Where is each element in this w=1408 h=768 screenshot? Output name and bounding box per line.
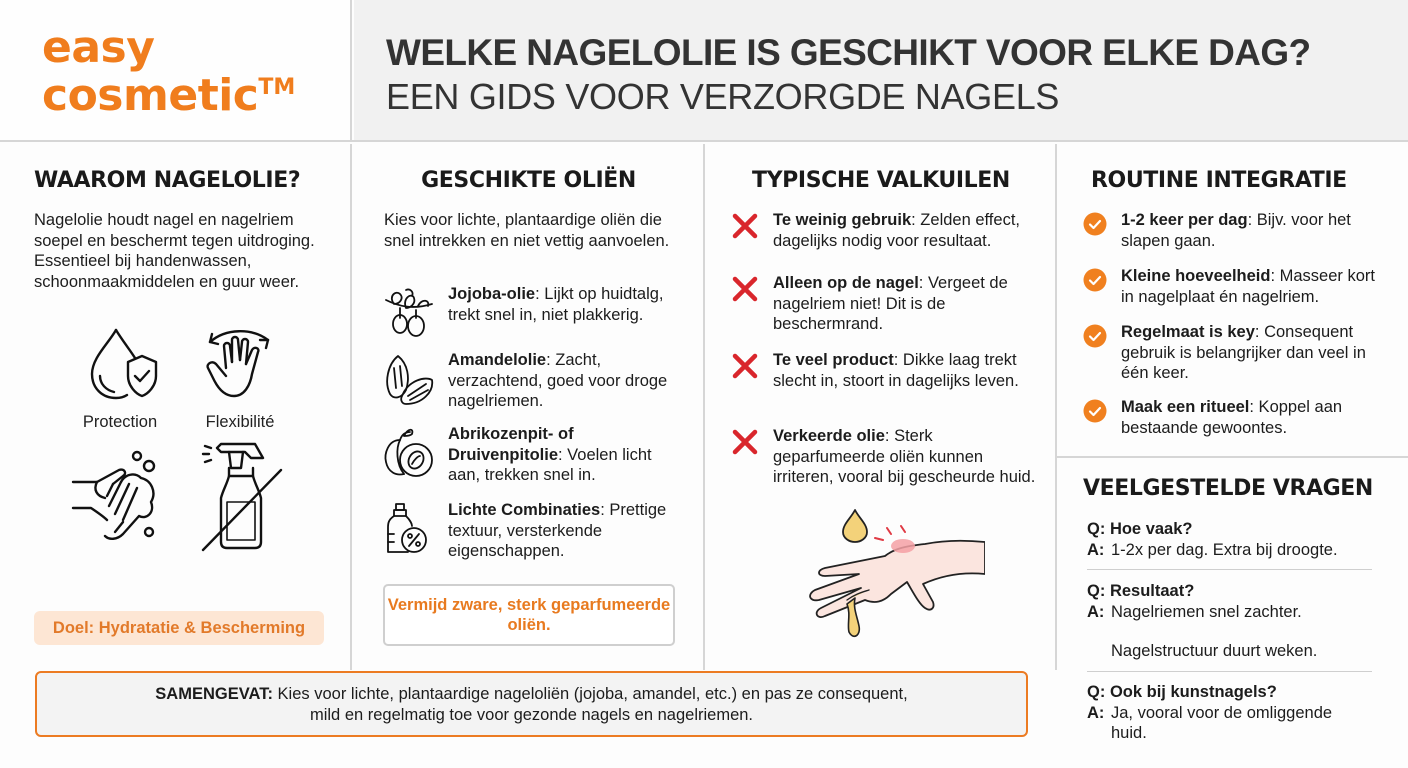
routine-title: 1-2 keer per dag <box>1121 211 1248 229</box>
routine-text <box>1121 397 1391 438</box>
oil-description <box>448 500 688 562</box>
oil-drop-icon <box>843 510 867 542</box>
section-routine-faq <box>1057 144 1408 768</box>
drop-shield-icon <box>80 324 160 404</box>
pitfall-text <box>773 273 1043 335</box>
section-heading: VEELGESTELDE VRAGEN <box>1083 476 1373 501</box>
no-cleaning-spray-icon <box>201 436 291 556</box>
oil-description <box>448 424 688 486</box>
faq-question: Q: Hoe vaak? <box>1087 520 1193 538</box>
header <box>0 0 1408 142</box>
oil-name: Lichte Combinaties <box>448 501 601 519</box>
oil-item-jojoba <box>382 284 682 350</box>
pitfall-text <box>773 426 1043 488</box>
routine-text <box>1121 322 1391 384</box>
routine-text <box>1121 266 1391 307</box>
oil-desc: : Prettige textuur, versterkende eigenschappen. <box>448 501 667 560</box>
red-x-icon <box>731 352 759 380</box>
section-heading: GESCHIKTE OLIËN <box>421 168 636 193</box>
summary-text-line2: mild en regelmatig toe voor gezonde nagels en nagelriemen. <box>309 706 754 724</box>
pitfall-desc: : Zelden effect, dagelijks nodig voor resultaat. <box>773 211 1020 250</box>
oil-item-apricot <box>382 424 682 490</box>
title-area <box>354 0 1408 140</box>
benefit-protection <box>60 324 180 432</box>
section-intro: Kies voor lichte, plantaardige oliën die snel intrekken en niet vettig aanvoelen. <box>384 211 670 250</box>
summary-label: SAMENGEVAT: <box>155 685 273 703</box>
orange-check-icon <box>1083 268 1107 292</box>
oil-description <box>448 350 688 412</box>
oil-item-combinations <box>382 500 682 566</box>
benefit-label: Flexibilité <box>205 413 275 431</box>
red-x-icon <box>731 428 759 456</box>
logo-line1: easy <box>42 22 155 73</box>
benefit-flexibility <box>180 324 300 432</box>
faq-question: Q: Ook bij kunstnagels? <box>1087 683 1277 701</box>
routine-desc: : Koppel aan bestaande gewoontes. <box>1121 398 1343 437</box>
oil-description <box>448 284 688 325</box>
routine-desc: : Consequent gebruik is belangrijker dan veel in één keer. <box>1121 323 1366 382</box>
section-heading: TYPISCHE VALKUILEN <box>752 168 1010 193</box>
goal-badge: Doel: Hydratatie & Bescherming <box>34 611 324 645</box>
faq-item <box>1087 519 1377 560</box>
benefit-no-chemicals <box>186 436 306 561</box>
section-divider <box>1057 456 1408 458</box>
routine-title: Kleine hoeveelheid <box>1121 267 1271 285</box>
routine-title: Regelmaat is key <box>1121 323 1255 341</box>
apricot-icon <box>382 424 436 480</box>
oil-item-almond <box>382 350 682 416</box>
jojoba-branch-icon <box>382 284 436 340</box>
pitfall-title: Verkeerde olie <box>773 427 885 445</box>
routine-text <box>1121 210 1391 251</box>
routine-desc: : Bijv. voor het slapen gaan. <box>1121 211 1351 250</box>
faq-question: Q: Resultaat? <box>1087 582 1195 600</box>
avoid-warning-box: Vermijd zware, sterk geparfumeerde oliën. <box>383 584 675 646</box>
pitfall-title: Alleen op de nagel <box>773 274 919 292</box>
pitfall-desc: : Vergeet de nagelriem niet! Dit is de beschermrand. <box>773 274 1008 333</box>
section-oils <box>352 144 705 670</box>
orange-check-icon <box>1083 399 1107 423</box>
faq-answer: A: 1-2x per dag. Extra bij droogte. <box>1087 540 1338 559</box>
red-x-icon <box>731 212 759 240</box>
logo-area <box>0 0 352 140</box>
benefit-label: Protection <box>82 413 158 431</box>
summary-text: Kies voor lichte, plantaardige nageloliën (jojoba, amandel, etc.) en pas ze consequent, <box>272 685 908 703</box>
logo-line2: cosmetic <box>42 70 259 121</box>
page-title: WELKE NAGELOLIE IS GESCHIKT VOOR ELKE DAG? <box>386 32 1311 73</box>
faq-answer: A: Ja, vooral voor de omliggende huid. <box>1087 703 1333 742</box>
irritated-hand-illustration <box>795 504 985 644</box>
section-heading: WAAROM NAGELOLIE? <box>34 168 301 193</box>
benefit-handwashing <box>60 436 180 551</box>
oil-desc: : Zacht, verzachtend, goed voor droge nagelriemen. <box>448 351 668 410</box>
summary-box <box>35 671 1028 737</box>
pitfall-title: Te weinig gebruik <box>773 211 912 229</box>
oil-desc: : Voelen licht aan, trekken snel in. <box>448 445 652 484</box>
flexible-hand-icon <box>200 324 280 404</box>
faq-answer: A: Nagelriemen snel zachter. <box>1087 602 1302 621</box>
red-x-icon <box>731 275 759 303</box>
routine-title: Maak een ritueel <box>1121 398 1250 416</box>
pitfall-text <box>773 350 1043 391</box>
faq-divider <box>1087 671 1372 672</box>
routine-desc: : Masseer kort in nagelplaat én nagelriem. <box>1121 267 1375 306</box>
oil-bottle-percent-icon <box>382 500 436 556</box>
pitfall-title: Te veel product <box>773 351 894 369</box>
trademark: TM <box>258 75 296 100</box>
oil-name: Abrikozenpit- of Druivenpitolie <box>448 425 574 464</box>
brand-logo <box>42 22 296 121</box>
pitfall-text <box>773 210 1043 251</box>
hand-washing-icon <box>67 436 177 546</box>
section-intro: Nagelolie houdt nagel en nagelriem soepel en beschermt tegen uitdroging. Essentieel bij handenwassen, schoonmaakmiddelen en guur weer. <box>34 211 315 291</box>
section-pitfalls <box>705 144 1057 670</box>
pitfall-desc: : Sterk geparfumeerde oliën kunnen irriteren, vooral bij gescheurde huid. <box>773 427 1036 486</box>
faq-item <box>1087 682 1377 744</box>
pitfall-desc: : Dikke laag trekt slecht in, stoort in dagelijks leven. <box>773 351 1019 390</box>
orange-check-icon <box>1083 324 1107 348</box>
oil-name: Jojoba-olie <box>448 285 536 303</box>
faq-answer-extra: Nagelstructuur duurt weken. <box>1111 642 1318 660</box>
page-subtitle: EEN GIDS VOOR VERZORGDE NAGELS <box>386 76 1060 117</box>
oil-desc: : Lijkt op huidtalg, trekt snel in, niet plakkerig. <box>448 285 664 324</box>
faq-divider <box>1087 569 1372 570</box>
section-why <box>0 144 352 670</box>
section-heading: ROUTINE INTEGRATIE <box>1091 168 1347 193</box>
faq-item <box>1087 581 1377 662</box>
oil-name: Amandelolie <box>448 351 547 369</box>
orange-check-icon <box>1083 212 1107 236</box>
almond-icon <box>382 350 436 406</box>
